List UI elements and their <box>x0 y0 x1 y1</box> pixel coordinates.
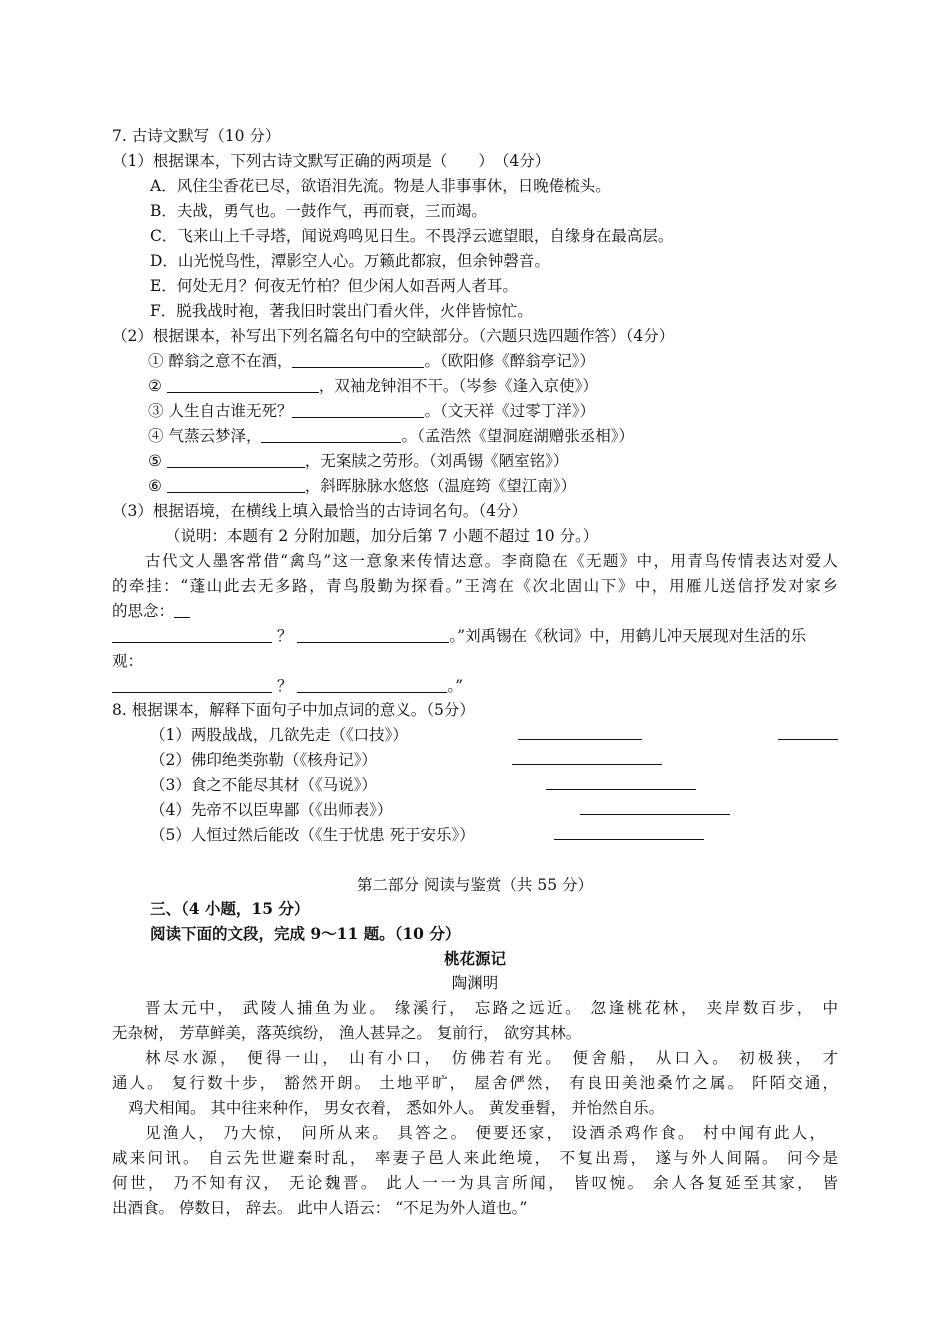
essay-line-8: 何世， 乃不知有汉， 无论魏晋。 此人一一为具言所闻， 皆叹惋。 余人各复延至其家， 皆 <box>112 1174 838 1192</box>
answer-blank[interactable] <box>292 352 424 368</box>
q7-option-b: B．夫战，勇气也。一鼓作气，再而衰，三而竭。 <box>150 202 487 220</box>
q7-title: 7. 古诗文默写（10 分） <box>112 127 281 145</box>
item-number: ④ <box>148 427 164 445</box>
answer-line-1 <box>112 624 806 648</box>
answer-blank[interactable] <box>292 402 424 418</box>
answer-blank[interactable] <box>261 427 401 443</box>
fill-item-4 <box>148 424 634 448</box>
item-number: ⑥ <box>148 477 162 495</box>
q8-item-3: （3）食之不能尽其材（《马说》） <box>150 776 377 794</box>
context-paragraph-line-3: 的思念： <box>112 599 190 623</box>
answer-blank[interactable] <box>546 788 696 790</box>
q7-option-e: E．何处无月？何夜无竹柏？但少闲人如吾两人者耳。 <box>150 277 518 295</box>
answer-blank[interactable] <box>778 738 838 740</box>
q7-option-c: C．飞来山上千寻塔，闻说鸡鸣见日生。不畏浮云遮望眼，自缘身在最高层。 <box>150 227 674 245</box>
q7-part1-stem: （1）根据课本，下列古诗文默写正确的两项是（ ） （4分） <box>112 152 551 170</box>
essay-line-9: 出酒食。 停数日， 辞去。 此中人语云： “不足为外人道也。” <box>112 1199 528 1217</box>
answer-blank[interactable] <box>112 677 272 693</box>
essay-line-7: 咸来问讯。 自云先世避秦时乱， 率妻子邑人来此绝境， 不复出焉， 遂与外人间隔。 问今是 <box>112 1149 838 1167</box>
answer-line-1-after: 。”刘禹锡在《秋词》中，用鹤儿冲天展现对生活的乐 <box>449 627 807 645</box>
q7-part3-note: （说明：本题有 2 分附加题，加分后第 7 小题不超过 10 分。） <box>165 527 599 545</box>
reading-instruction: 阅读下面的文段，完成 9～11 题。（10 分） <box>150 924 461 943</box>
fill-item-5 <box>148 449 568 473</box>
essay-line-6: 见渔人， 乃大惊， 问所从来。 具答之。 便要还家， 设酒杀鸡作食。 村中闻有此人， <box>145 1124 825 1142</box>
item-text-before: 醉翁之意不在酒， <box>168 352 293 370</box>
answer-blank[interactable] <box>512 763 662 765</box>
answer-blank[interactable] <box>554 838 704 840</box>
q8-item-1: （1）两股战战，几欲先走（《口技》） <box>150 726 408 744</box>
answer-blank[interactable] <box>167 477 305 493</box>
item-text-before: 气蒸云梦泽， <box>168 427 262 445</box>
item-text-after: ，双袖龙钟泪不干。（岑参《逢入京使》） <box>318 377 598 395</box>
item-text-after: 。（文天祥《过零丁洋》） <box>424 402 595 420</box>
item-number: ② <box>148 377 162 395</box>
item-number: ① <box>148 352 164 370</box>
item-number: ⑤ <box>148 452 162 470</box>
essay-line-1: 晋太元中， 武陵人捕鱼为业。 缘溪行， 忘路之远近。 忽逢桃花林， 夹岸数百步， 中 <box>145 999 838 1017</box>
answer-line-2-after: 。” <box>447 677 464 695</box>
answer-blank[interactable] <box>167 452 305 468</box>
question-mark: ？ <box>276 627 293 645</box>
q7-option-f: F．脱我战时袍，著我旧时裳出门看火伴，火伴皆惊忙。 <box>150 302 533 320</box>
answer-line-2 <box>112 674 463 698</box>
answer-blank[interactable] <box>518 738 642 740</box>
fill-item-1 <box>148 349 595 373</box>
answer-blank[interactable] <box>580 813 730 815</box>
item-text-after: ，斜晖脉脉水悠悠（温庭筠《望江南》） <box>304 477 577 495</box>
item-text-after: 。（欧阳修《醉翁亭记》） <box>424 352 595 370</box>
context-paragraph-line-4: 观： <box>112 652 144 670</box>
q8-item-5: （5）人恒过然后能改（《生于忧患 死于安乐》） <box>150 826 475 844</box>
essay-line-5: 鸡犬相闻。 其中往来种作， 男女衣着， 悉如外人。 黄发垂髫， 并怡然自乐。 <box>128 1099 665 1117</box>
item-text-after: 。（孟浩然《望洞庭湖赠张丞相》） <box>401 427 634 445</box>
answer-blank[interactable] <box>297 677 447 693</box>
context-paragraph-line-1: 古代文人墨客常借“禽鸟”这一意象来传情达意。李商隐在《无题》中，用青鸟传情表达对爱人 <box>145 552 838 570</box>
q8-item-2: （2）佛印绝类弥勒（《核舟记》） <box>150 751 377 769</box>
essay-author: 陶渊明 <box>451 974 499 992</box>
item-text-after: ，无案牍之劳形。（刘禹锡《陋室铭》） <box>304 452 569 470</box>
q7-part3-stem: （3）根据语境，在横线上填入最恰当的古诗词名句。（4分） <box>112 502 527 520</box>
essay-line-4: 通人。 复行数十步， 豁然开朗。 土地平旷， 屋舍俨然， 有良田美池桑竹之属。 阡陌交通， <box>112 1074 838 1092</box>
item-text-before: 人生自古谁无死？ <box>168 402 293 420</box>
part2-title: 第二部分 阅读与鉴赏（共 55 分） <box>356 876 593 894</box>
section-three-heading: 三、（4 小题，15 分） <box>150 899 310 918</box>
essay-title: 桃花源记 <box>443 949 506 968</box>
q7-option-d: D．山光悦鸟性，潭影空人心。万籁此都寂，但余钟磬音。 <box>150 252 550 270</box>
answer-blank[interactable] <box>174 602 190 618</box>
q8-item-4: （4）先帝不以臣卑鄙（《出师表》） <box>150 801 393 819</box>
fill-item-2 <box>148 374 598 398</box>
answer-blank[interactable] <box>167 377 319 393</box>
item-number: ③ <box>148 402 164 420</box>
answer-blank[interactable] <box>297 627 449 643</box>
fill-item-3 <box>148 399 595 423</box>
essay-line-3: 林尽水源， 便得一山， 山有小口， 仿佛若有光。 便舍船， 从口入。 初极狭， 才 <box>145 1049 838 1067</box>
essay-line-2: 无杂树， 芳草鲜美，落英缤纷， 渔人甚异之。 复前行， 欲穷其林。 <box>112 1024 582 1042</box>
context-paragraph-line-2: 的牵挂：“蓬山此去无多路，青鸟殷勤为探看。”王湾在《次北固山下》中，用雁儿送信抒发对家乡 <box>112 577 838 595</box>
fill-item-6 <box>148 474 576 498</box>
q7-part2-stem: （2）根据课本，补写出下列名篇名句中的空缺部分。（六题只选四题作答）（4分） <box>112 327 675 345</box>
q8-title: 8. 根据课本，解释下面句子中加点词的意义。（5分） <box>112 701 475 719</box>
q7-option-a: A．风住尘香花已尽，欲语泪先流。物是人非事事休，日晚倦梳头。 <box>150 177 611 195</box>
answer-blank[interactable] <box>112 627 272 643</box>
question-mark: ？ <box>276 677 293 695</box>
